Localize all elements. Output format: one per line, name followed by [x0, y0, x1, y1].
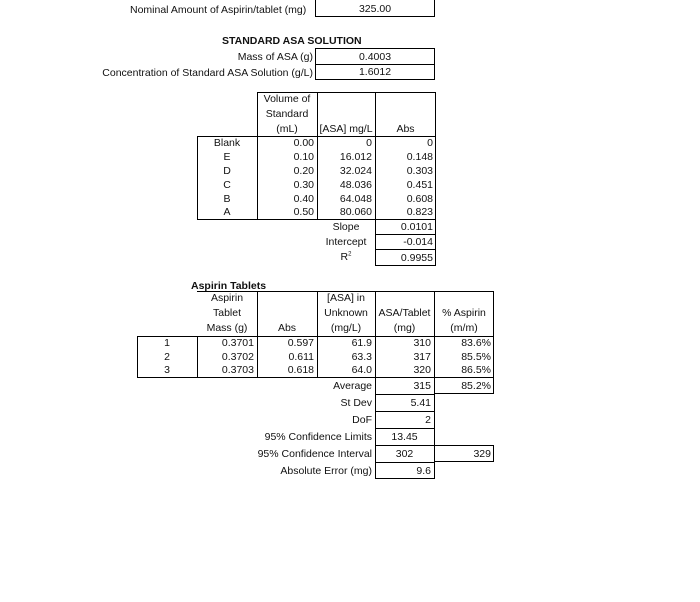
conc-value: 1.6012 — [358, 66, 392, 78]
row-abs: 0 — [427, 137, 433, 149]
tablet-row-number: 3 — [164, 364, 170, 376]
confidence-interval-label: 95% Confidence Interval — [257, 448, 372, 460]
tablet-row-asa: 63.3 — [351, 351, 372, 363]
tablet-row-asa: 64.0 — [351, 364, 372, 376]
tablet-row-pct: 83.6% — [461, 337, 491, 349]
header-asa: [ASA] mg/L — [319, 123, 373, 135]
row-asa: 64.048 — [339, 193, 372, 205]
r2-value: 0.9955 — [400, 252, 433, 264]
intercept-label: Intercept — [325, 236, 367, 248]
row-asa: 32.024 — [339, 165, 372, 177]
row-label: E — [223, 151, 231, 163]
header-pct-2: (m/m) — [450, 322, 478, 334]
row-abs: 0.303 — [406, 165, 433, 177]
row-volume: 0.00 — [293, 137, 314, 149]
header-mass-3: Mass (g) — [206, 322, 248, 334]
header-pct-1: % Aspirin — [442, 307, 486, 319]
confidence-limits-value: 13.45 — [391, 431, 418, 443]
row-volume: 0.40 — [293, 193, 314, 205]
tablet-row-abs: 0.597 — [287, 337, 314, 349]
tablets-title: Aspirin Tablets — [191, 280, 267, 292]
conc-label: Concentration of Standard ASA Solution (g/L) — [102, 67, 313, 79]
row-label: Blank — [213, 137, 241, 149]
tablet-row-number: 1 — [164, 337, 170, 349]
row-asa: 80.060 — [339, 206, 372, 218]
tablet-row-mass: 0.3703 — [221, 364, 254, 376]
absolute-error-label: Absolute Error (mg) — [280, 465, 372, 477]
header-per-1: ASA/Tablet — [378, 307, 431, 319]
row-volume: 0.20 — [293, 165, 314, 177]
row-volume: 0.30 — [293, 179, 314, 191]
header-volume-2: Standard — [265, 108, 309, 120]
average-label: Average — [333, 380, 372, 392]
slope-value: 0.0101 — [400, 221, 433, 233]
average-pct: 85.2% — [461, 380, 491, 392]
nominal-value: 325.00 — [358, 3, 392, 15]
slope-label: Slope — [332, 221, 360, 233]
header-mass-2: Tablet — [212, 307, 242, 319]
row-asa: 0 — [366, 137, 372, 149]
tablet-row-per: 310 — [413, 337, 431, 349]
nominal-label: Nominal Amount of Aspirin/tablet (mg) — [130, 4, 307, 16]
ci-high-value: 329 — [473, 448, 491, 460]
tablet-row-mass: 0.3701 — [221, 337, 254, 349]
row-asa: 48.036 — [339, 179, 372, 191]
tablet-row-abs: 0.611 — [288, 351, 314, 363]
confidence-limits-label: 95% Confidence Limits — [264, 431, 372, 443]
row-volume: 0.10 — [293, 151, 314, 163]
row-volume: 0.50 — [293, 206, 314, 218]
header-asa-2: Unknown — [324, 307, 368, 319]
header-mass-1: Aspirin — [210, 292, 244, 304]
dof-label: DoF — [352, 414, 372, 426]
standard-divider — [315, 64, 435, 65]
header-volume-3: (mL) — [276, 123, 298, 135]
header-abs: Abs — [277, 322, 297, 334]
header-abs: Abs — [396, 123, 415, 135]
ci-low-value: 302 — [395, 448, 414, 460]
row-asa: 16.012 — [339, 151, 372, 163]
tablet-row-per: 317 — [413, 351, 431, 363]
intercept-value: -0.014 — [403, 236, 433, 248]
row-label: A — [223, 206, 231, 218]
dof-value: 2 — [425, 414, 431, 426]
header-per-2: (mg) — [393, 322, 416, 334]
mass-asa-value: 0.4003 — [358, 51, 392, 63]
row-abs: 0.148 — [406, 151, 433, 163]
header-asa-1: [ASA] in — [327, 292, 365, 304]
row-label: C — [223, 179, 231, 191]
average-value: 315 — [413, 380, 431, 392]
tablet-row-number: 2 — [164, 351, 170, 363]
tablet-row-mass: 0.3702 — [221, 351, 254, 363]
stdev-label: St Dev — [340, 397, 372, 409]
row-label: D — [223, 165, 231, 177]
header-asa-3: (mg/L) — [330, 322, 362, 334]
row-abs: 0.451 — [406, 179, 433, 191]
stdev-value: 5.41 — [410, 397, 431, 409]
tablet-row-per: 320 — [413, 364, 431, 376]
mass-asa-label: Mass of ASA (g) — [237, 51, 313, 63]
tablet-row-pct: 86.5% — [461, 364, 491, 376]
tablet-row-pct: 85.5% — [461, 351, 491, 363]
tablet-row-abs: 0.618 — [287, 364, 314, 376]
standard-title: STANDARD ASA SOLUTION — [222, 35, 362, 47]
row-abs: 0.608 — [406, 193, 433, 205]
row-abs: 0.823 — [406, 206, 433, 218]
r2-label: $R^2$ — [340, 251, 352, 263]
row-label: B — [223, 193, 231, 205]
header-volume-1: Volume of — [263, 93, 311, 105]
tablet-row-asa: 61.9 — [351, 337, 372, 349]
absolute-error-value: 9.6 — [416, 465, 431, 477]
